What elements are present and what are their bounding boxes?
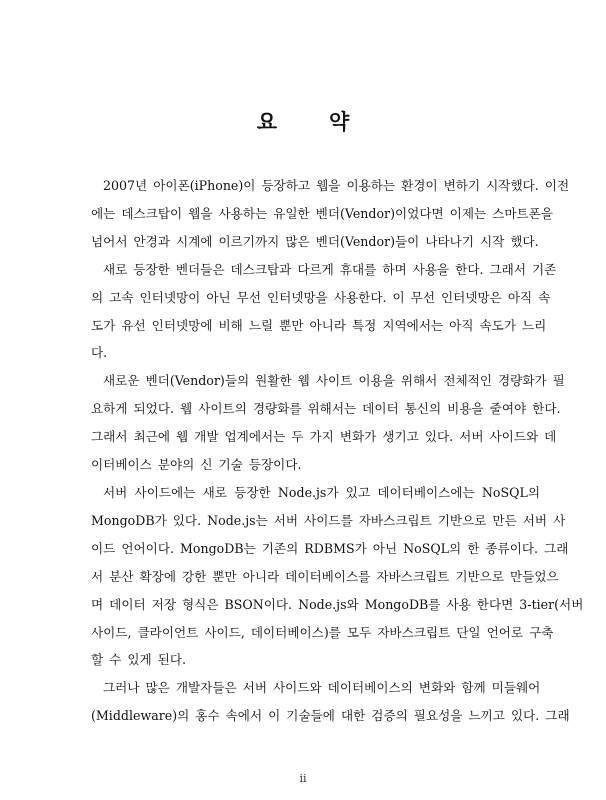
text-line: MongoDB가 있다. Node.js는 서버 사이드를 자바스크립트 기반으로 만든 서버 사 bbox=[91, 512, 566, 528]
text-line: 넘어서 안경과 시계에 이르기까지 많은 벤더(Vendor)들이 나타나기 시작 했다. bbox=[91, 233, 539, 249]
page-title bbox=[0, 106, 606, 136]
text-line: 이터베이스 분야의 신 기술 등장이다. bbox=[91, 457, 302, 473]
text-line: 새로 등장한 벤더들은 데스크탑과 다르게 휴대를 하며 사용을 한다. 그래서 기존 bbox=[103, 261, 557, 277]
paragraph-1 bbox=[79, 172, 570, 256]
page-number: ii bbox=[299, 772, 307, 785]
text-line: 사이드, 클라이언트 사이드, 데이터베이스)를 모두 자바스크립트 단일 언어로 구축 bbox=[91, 624, 554, 640]
text-line: 도가 유선 인터넷망에 비해 느릴 뿐만 아니라 특정 지역에서는 아직 속도가 느리 bbox=[91, 317, 547, 333]
paragraph-2 bbox=[79, 256, 557, 368]
text-line: 2007년 아이폰(iPhone)이 등장하고 웹을 이용하는 환경이 변하기 시작했다. 이전 bbox=[103, 178, 570, 193]
text-line: 서 분산 확장에 강한 뿐만 아니라 데이터베이스를 자바스크립트 기반으로 만들었으 bbox=[91, 568, 559, 584]
text-line: 에는 데스크탑이 웹을 사용하는 유일한 벤더(Vendor)이었다면 이제는 스마트폰을 bbox=[91, 205, 553, 221]
title-char-1: 요 bbox=[256, 109, 277, 135]
text-line: 요하게 되었다. 웹 사이트의 경량화를 위해서는 데이터 통신의 비용을 줄여야 한다. bbox=[91, 401, 561, 417]
text-line: 며 데이터 저장 형식은 BSON이다. Node.js와 MongoDB를 사용 한다면 3-tier(서버 bbox=[91, 596, 584, 612]
text-line: 새로운 벤더(Vendor)들의 원활한 웹 사이트 이용을 위해서 전체적인 경량화가 필 bbox=[103, 373, 565, 389]
text-line: 할 수 있게 된다. bbox=[91, 652, 187, 668]
paragraph-3 bbox=[79, 367, 565, 479]
text-line: 그러나 많은 개발자들은 서버 사이드와 데이터베이스의 변화와 함께 미들웨어 bbox=[103, 680, 541, 696]
paragraph-5 bbox=[79, 674, 570, 730]
text-line: 다. bbox=[91, 345, 108, 361]
abstract-body bbox=[79, 172, 584, 730]
text-line: 그래서 최근에 웹 개발 업계에서는 두 가지 변화가 생기고 있다. 서버 사이드와 데 bbox=[91, 429, 557, 445]
paragraph-4 bbox=[79, 479, 584, 674]
text-line: 의 고속 인터넷망이 아닌 무선 인터넷망을 사용한다. 이 무선 인터넷망은 아직 속 bbox=[91, 289, 551, 305]
text-line: (Middleware)의 홍수 속에서 이 기술들에 대한 검증의 필요성을 느끼고 있다. 그래 bbox=[91, 708, 570, 724]
text-line: 서버 사이드에는 새로 등장한 Node.js가 있고 데이터베이스에는 NoSQL의 bbox=[103, 484, 540, 500]
title-char-2: 약 bbox=[329, 109, 350, 135]
text-line: 이드 언어이다. MongoDB는 기존의 RDBMS가 아닌 NoSQL의 한 종류이다. 그래 bbox=[91, 540, 569, 556]
